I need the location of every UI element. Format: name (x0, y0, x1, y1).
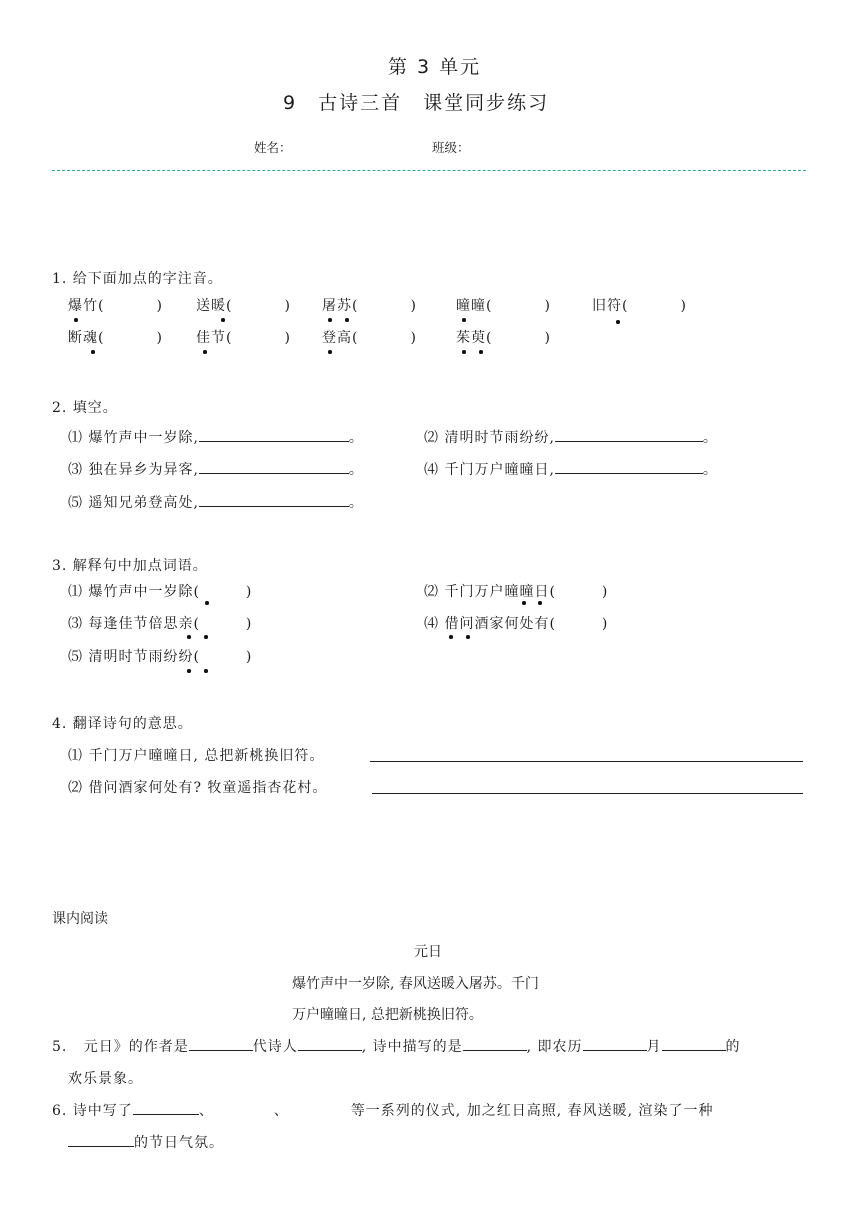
q1-item: 断魂( ) (68, 330, 163, 346)
q5-line: 5. 元日》的作者是 代诗人 , 诗中描写的是 , 即农历 月 的 (52, 1036, 741, 1056)
q2-item: ⑴ 爆竹声中一岁除, 。 (68, 427, 364, 447)
q4-item: ⑴ 千门万户曈曈日, 总把新桃换旧符。 (68, 748, 325, 764)
answer-line (372, 793, 803, 794)
q6-line: 的节日气氛。 (68, 1132, 224, 1152)
q3-item: ⑵ 千门万户曈曈日( ) (424, 584, 609, 600)
emphasis-dot (462, 318, 466, 322)
emphasis-dot (205, 601, 209, 605)
emphasis-dot (449, 635, 453, 639)
q2-prompt: 2. 填空。 (52, 400, 118, 416)
emphasis-dot (204, 635, 208, 639)
q1-item: 送暖( ) (196, 298, 291, 314)
name-label: 姓名： (254, 140, 292, 155)
q3-item: ⑶ 每逢佳节倍思亲( ) (68, 616, 253, 632)
emphasis-dot (203, 350, 207, 354)
q1-item: 佳节( ) (196, 330, 291, 346)
poem-title: 元日 (414, 944, 442, 960)
emphasis-dot (328, 350, 332, 354)
q6-line: 6. 诗中写了 、 、 等一系列的仪式, 加之红日高照, 春风送暖, 渲染了一种 (52, 1100, 714, 1120)
emphasis-dot (462, 350, 466, 354)
emphasis-dot (538, 601, 542, 605)
emphasis-dot (187, 669, 191, 673)
emphasis-dot (204, 669, 208, 673)
q3-item: ⑴ 爆竹声中一岁除( ) (68, 584, 253, 600)
q1-item: 屠苏( ) (322, 298, 417, 314)
q4-prompt: 4. 翻译诗句的意思。 (52, 716, 193, 732)
q1-item: 茱萸( ) (456, 330, 551, 346)
emphasis-dot (221, 318, 225, 322)
section-title: 课内阅读 (52, 911, 108, 927)
q2-item: ⑸ 遥知兄弟登高处, 。 (68, 492, 364, 512)
class-label: 班级： (432, 140, 470, 155)
q3-prompt: 3. 解释句中加点词语。 (52, 558, 208, 574)
q3-item: ⑷ 借问酒家何处有( ) (424, 616, 609, 632)
header-divider (52, 170, 806, 171)
q2-item: ⑶ 独在异乡为异客, 。 (68, 459, 364, 479)
q1-prompt: 1. 给下面加点的字注音。 (52, 271, 223, 287)
emphasis-dot (522, 601, 526, 605)
emphasis-dot (328, 318, 332, 322)
emphasis-dot (479, 350, 483, 354)
q4-item: ⑵ 借问酒家何处有? 牧童遥指杏花村。 (68, 780, 328, 796)
poem-line: 万户曈曈日, 总把新桃换旧符。 (292, 1007, 483, 1023)
unit-title: 第 3 单元 (388, 56, 482, 78)
lesson-title: 9 古诗三首 课堂同步练习 (283, 92, 550, 114)
q1-item: 爆竹( ) (68, 298, 163, 314)
q1-item: 登高( ) (322, 330, 417, 346)
q2-item: ⑵ 清明时节雨纷纷, 。 (424, 427, 718, 447)
emphasis-dot (187, 635, 191, 639)
q5-line: 欢乐景象。 (68, 1071, 143, 1087)
emphasis-dot (91, 350, 95, 354)
q1-item: 曈曈( ) (456, 298, 551, 314)
poem-line: 爆竹声中一岁除, 春风送暖入屠苏。千门 (292, 976, 539, 992)
q1-item: 旧符( ) (592, 298, 687, 314)
q2-item: ⑷ 千门万户曈曈日, 。 (424, 459, 718, 479)
answer-line (370, 761, 803, 762)
emphasis-dot (74, 318, 78, 322)
q3-item: ⑸ 清明时节雨纷纷( ) (68, 649, 253, 665)
emphasis-dot (466, 635, 470, 639)
emphasis-dot (345, 318, 349, 322)
emphasis-dot (616, 320, 620, 324)
